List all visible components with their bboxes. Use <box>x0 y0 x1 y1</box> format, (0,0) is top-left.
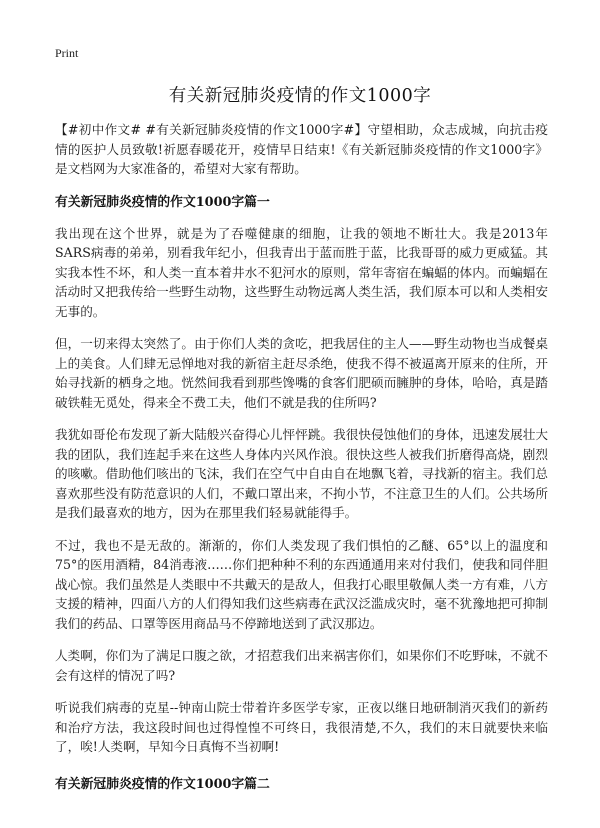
paragraph-5: 人类啊，你们为了满足口腹之欲，才招惹我们出来祸害你们，如果你们不吃野味，不就不会有这样的情况了吗? <box>55 648 548 683</box>
section-heading-1: 有关新冠肺炎疫情的作文1000字篇一 <box>55 194 270 210</box>
paragraph-3: 我犹如哥伦布发现了新大陆般兴奋得心儿怦怦跳。我很快侵蚀他们的身体，迅速发展壮大我的团队，我们连起手来在这些人身体内兴风作浪。很快这些人被我们折磨得高烧，剧烈的咳嗽。借助他们咳出的飞沫，我们在空气中自由自在地飘飞着，寻找新的宿主。我们总喜欢那些没有防范意识的人们，不戴口罩出来，不拘小节，不注意卫生的人们。公共场所是我们最喜欢的地方，因为在那里我们轻易就能得手。 <box>55 427 548 520</box>
paragraph-2: 但，一切来得太突然了。由于你们人类的贪吃，把我居住的主人——野生动物也当成餐桌上的美食。人们肆无忌惮地对我的新宿主赶尽杀绝，使我不得不被逼离开原来的住所，开始寻找新的栖身之地。恍然间我看到那些馋嘴的食客们肥硕而臃肿的身体，哈哈，真是踏破铁鞋无觅处，得来全不费工夫，他们不就是我的住所吗? <box>55 336 548 410</box>
page-title: 有关新冠肺炎疫情的作文1000字 <box>168 86 432 106</box>
article-body <box>55 120 548 806</box>
paragraph-4: 不过，我也不是无敌的。渐渐的，你们人类发现了我们惧怕的乙醚、65°以上的温度和75°的医用酒精，84消毒液……你们把种种不利的东西通通用来对付我们，使我和同伴胆战心惊。我们虽然是人类眼中不共戴天的是敌人，但我打心眼里敬佩人类一方有难，八方支援的精神，四面八方的人们得知我们这些病毒在武汉泛滥成灾时，毫不犹豫地把可抑制我们的药品、口罩等医用商品马不停蹄地送到了武汉那边。 <box>55 537 548 631</box>
paragraph-6: 听说我们病毒的克星--钟南山院士带着许多医学专家，正夜以继日地研制消灭我们的新药和治疗方法，我这段时间也过得惶惶不可终日，我很清楚,不久，我们的末日就要快来临了，唉!人类啊，早知今日真悔不当初啊! <box>55 700 548 754</box>
section-heading-2: 有关新冠肺炎疫情的作文1000字篇二 <box>55 776 270 792</box>
paragraph-1: 我出现在这个世界，就是为了吞噬健康的细胞，让我的领地不断壮大。我是2013年SARS病毒的弟弟，别看我年纪小，但我青出于蓝而胜于蓝，比我哥哥的威力更威猛。其实我本性不坏，和人类一直本着井水不犯河水的原则，常年寄宿在蝙蝠的体内。而蝙蝠在活动时又把我传给一些野生动物，这些野生动物远离人类生活，我们原本可以和人类相安无事的。 <box>55 225 548 319</box>
print-label: Print <box>55 46 79 60</box>
intro-paragraph: 【#初中作文# #有关新冠肺炎疫情的作文1000字#】守望相助，众志成城，向抗击疫情的医护人员致敬!祈愿春暖花开，疫情早日结束!《有关新冠肺炎疫情的作文1000字》是文档网为大家准备的，希望对大家有帮助。 <box>55 122 548 176</box>
